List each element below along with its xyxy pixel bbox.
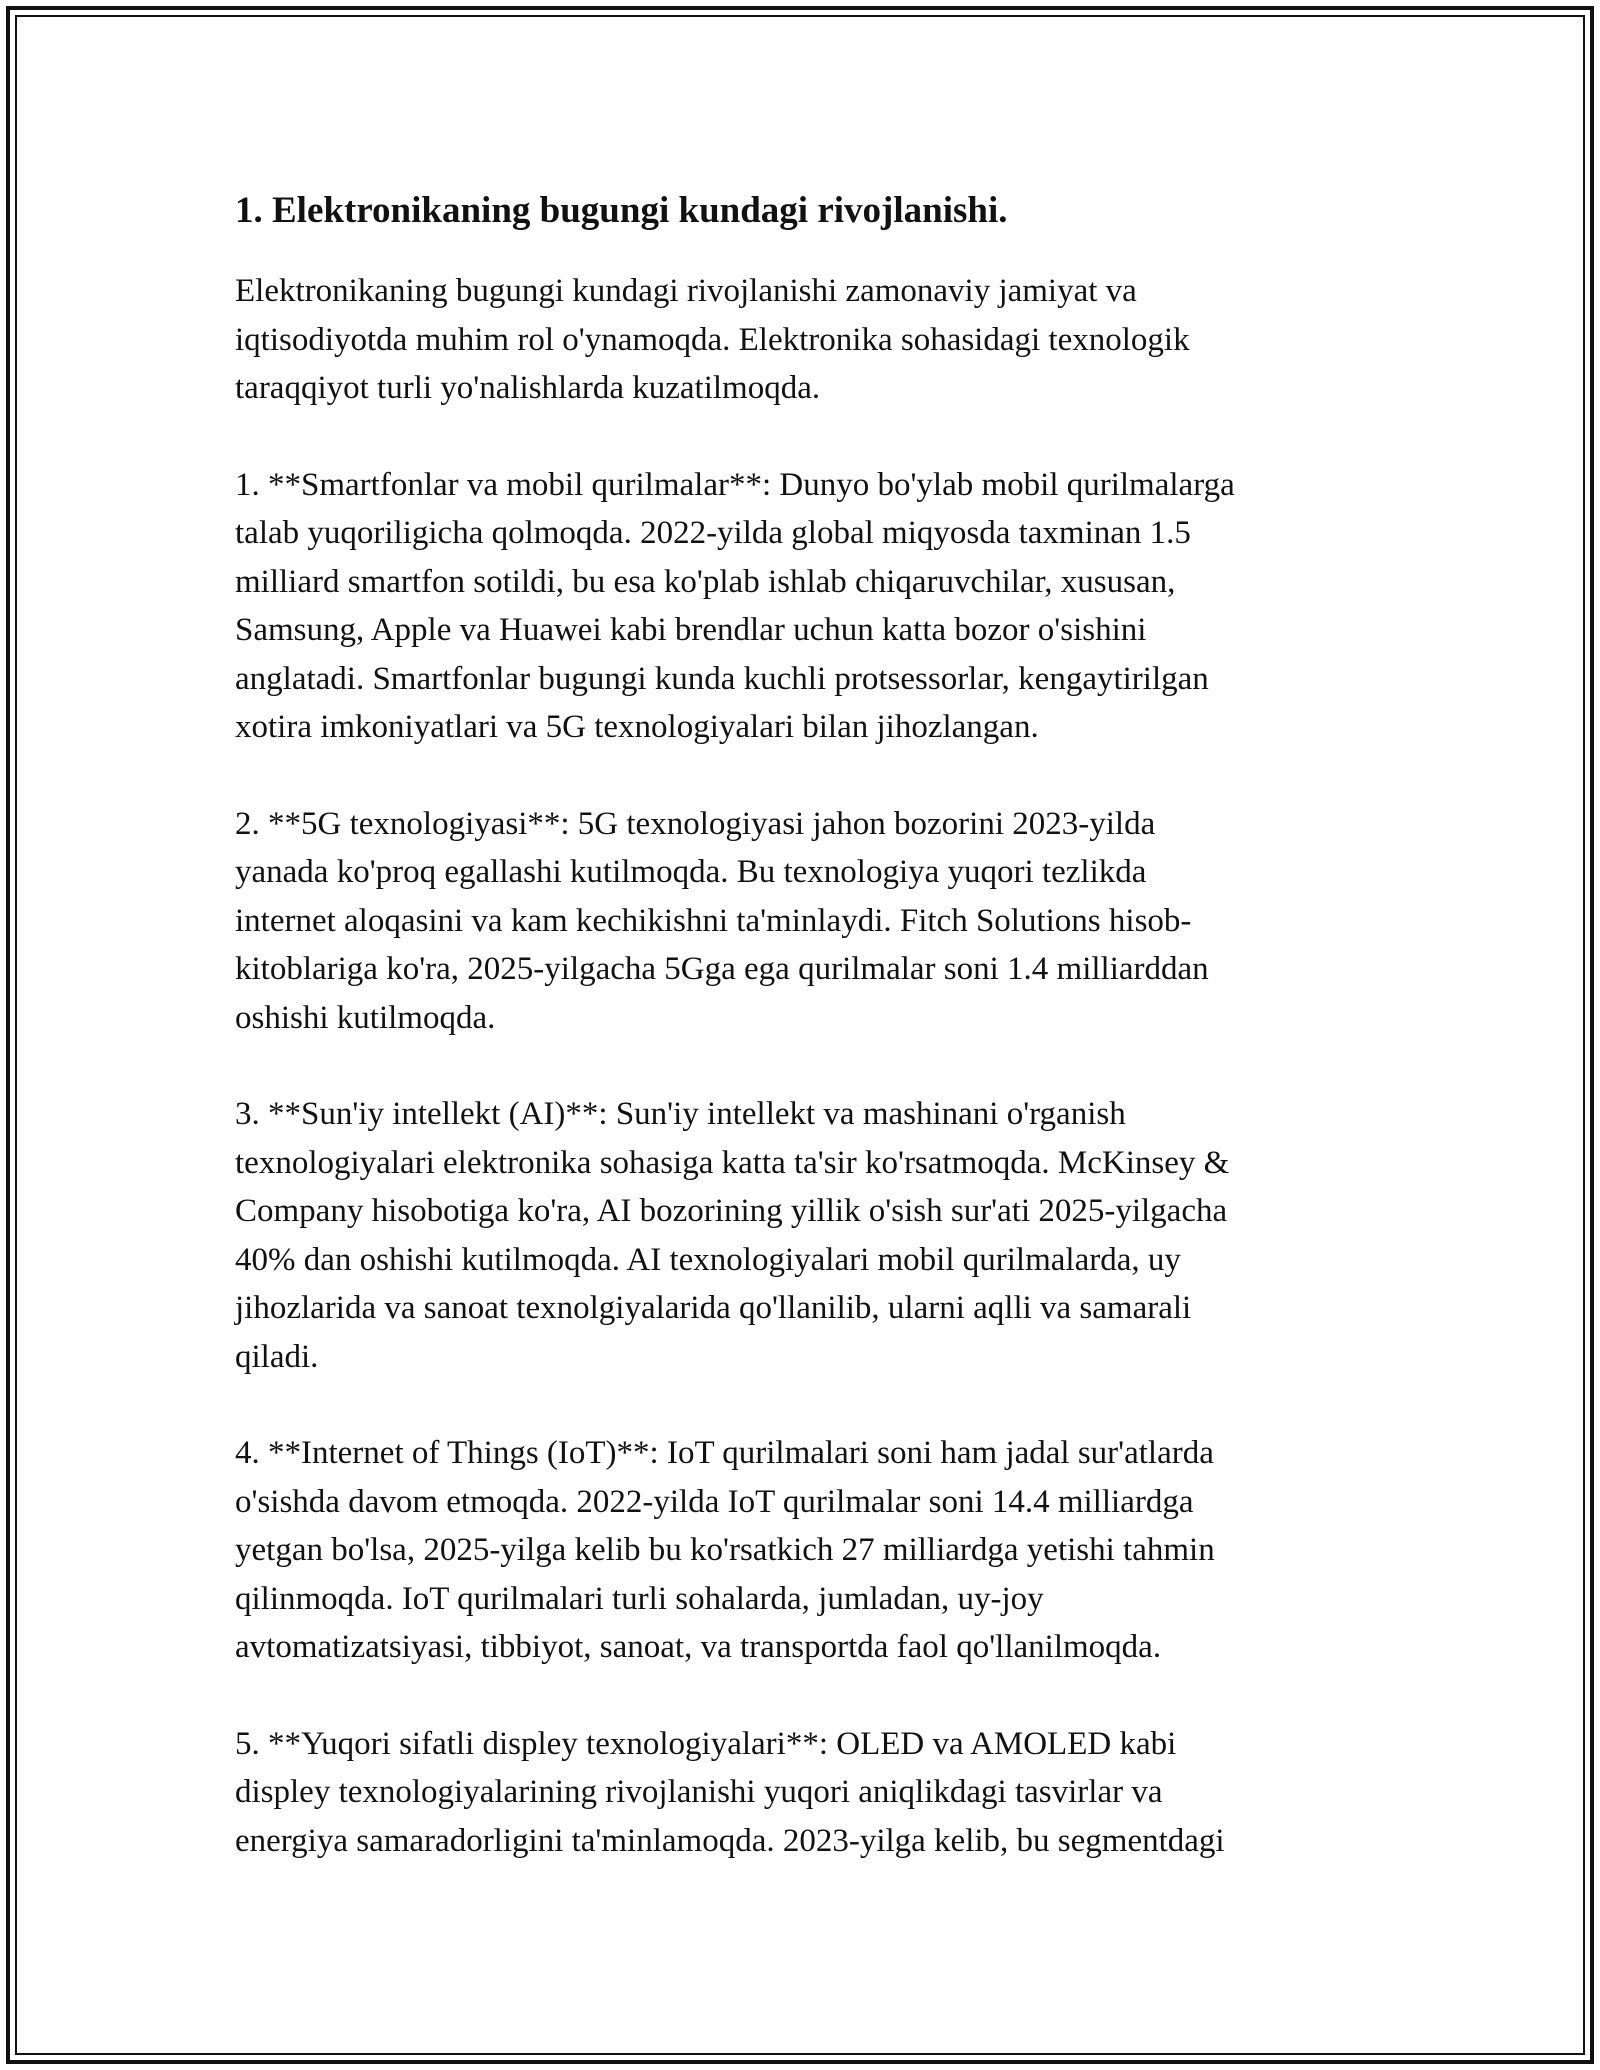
document-body	[235, 185, 1375, 1913]
section-heading: 1. Elektronikaning bugungi kundagi rivojlanishi.	[235, 190, 1008, 231]
paragraph-ai: 3. **Sun'iy intellekt (AI)**: Sun'iy intellekt va mashinani o'rganish texnologiyalari elektronika sohasiga katta ta'sir ko'rsatmoqda. McKinsey & Company hisobotiga ko'ra, AI bozorining yillik o'sish sur'ati 2025-yilgacha 40% dan oshishi kutilmoqda. AI texnologiyalari mobil qurilmalarda, uy jihozlarida va sanoat texnolgiyalarida qo'llanilib, ularni aqlli va samarali qiladi.	[235, 1096, 1230, 1375]
intro-paragraph: Elektronikaning bugungi kundagi rivojlanishi zamonaviy jamiyat va iqtisodiyotda muhim rol o'ynamoqda. Elektronika sohasidagi texnologik taraqqiyot turli yo'nalishlarda kuzatilmoqda.	[235, 273, 1190, 406]
paragraph-iot: 4. **Internet of Things (IoT)**: IoT qurilmalari soni ham jadal sur'atlarda o'sishda davom etmoqda. 2022-yilda IoT qurilmalar soni 14.4 milliardga yetgan bo'lsa, 2025-yilga kelib bu ko'rsatkich 27 milliardga yetishi tahmin qilinmoqda. IoT qurilmalari turli sohalarda, jumladan, uy-joy avtomatizatsiyasi, tibbiyot, sanoat, va transportda faol qo'llanilmoqda.	[235, 1435, 1215, 1665]
paragraph-displays: 5. **Yuqori sifatli displey texnologiyalari**: OLED va AMOLED kabi displey texnologiyalarining rivojlanishi yuqori aniqlikdagi tasvirlar va energiya samaradorligini ta'minlamoqda. 2023-yilga kelib, bu segmentdagi	[235, 1725, 1225, 1859]
paragraph-smartphones: 1. **Smartfonlar va mobil qurilmalar**: Dunyo bo'ylab mobil qurilmalarga talab yuqoriligicha qolmoqda. 2022-yilda global miqyosda taxminan 1.5 milliard smartfon sotildi, bu esa ko'plab ishlab chiqaruvchilar, xususan, Samsung, Apple va Huawei kabi brendlar uchun katta bozor o'sishini anglatadi. Smartfonlar bugungi kunda kuchli protsessorlar, kengaytirilgan xotira imkoniyatlari va 5G texnologiyalari bilan jihozlangan.	[235, 466, 1235, 745]
paragraph-5g: 2. **5G texnologiyasi**: 5G texnologiyasi jahon bozorini 2023-yilda yanada ko'proq egallashi kutilmoqda. Bu texnologiya yuqori tezlikda internet aloqasini va kam kechikishni ta'minlaydi. Fitch Solutions hisob- kitoblariga ko'ra, 2025-yilgacha 5Gga ega qurilmalar soni 1.4 milliarddan oshishi kutilmoqda.	[235, 805, 1209, 1036]
